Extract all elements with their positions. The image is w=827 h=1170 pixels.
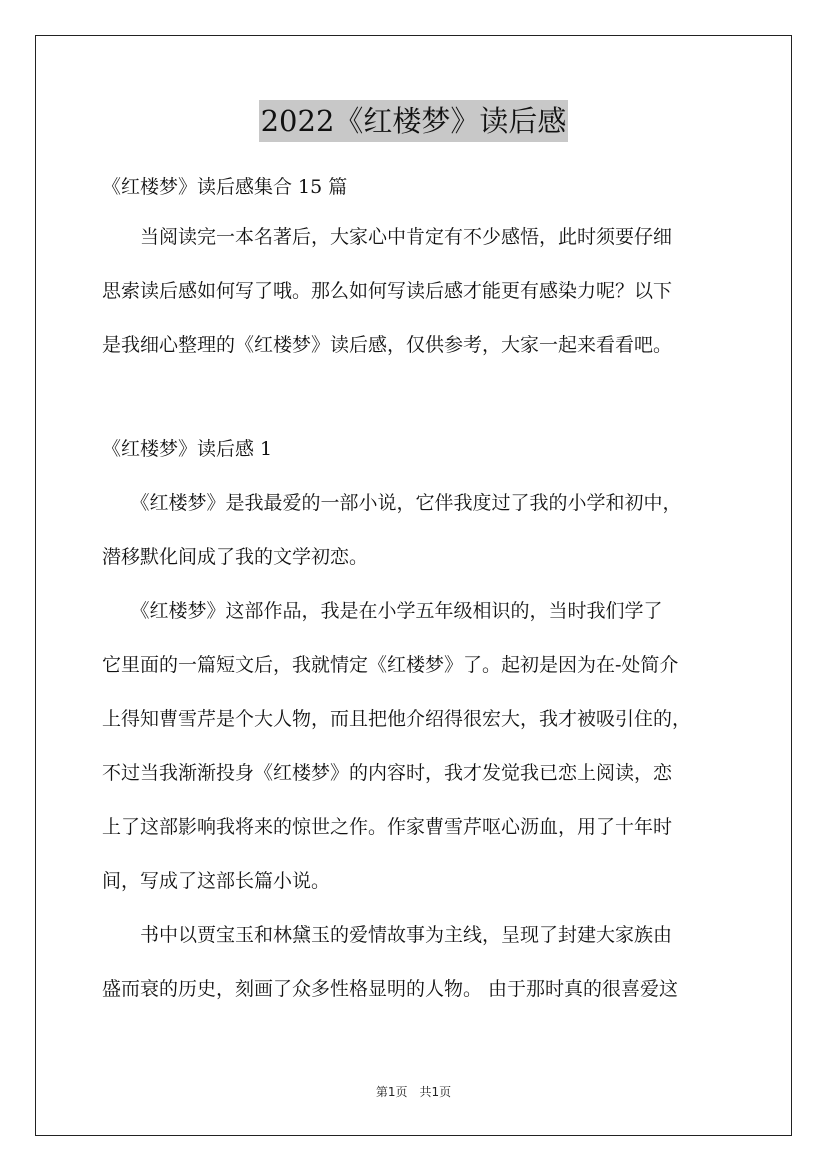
body-line-2: 潜移默化间成了我的文学初恋。	[102, 546, 369, 568]
section-heading: 《红楼梦》读后感 1	[102, 438, 273, 460]
intro-line-1: 当阅读完一本名著后，大家心中肯定有不少感悟，此时须要仔细	[102, 226, 673, 248]
document-body	[102, 174, 730, 1002]
body-line-6: 不过当我渐渐投身《红楼梦》的内容时，我才发觉我已恋上阅读，恋	[102, 762, 673, 784]
document-title: 2022《红楼梦》读后感	[259, 100, 569, 142]
title-container	[0, 100, 827, 142]
body-line-3: 《红楼梦》这部作品，我是在小学五年级相识的，当时我们学了	[102, 600, 663, 622]
body-line-7: 上了这部影响我将来的惊世之作。作家曹雪芹呕心沥血，用了十年时	[102, 816, 673, 838]
body-line-9: 书中以贾宝玉和林黛玉的爱情故事为主线，呈现了封建大家族由	[102, 924, 673, 946]
page-number-footer: 第1页 共1页	[375, 1085, 452, 1099]
body-line-1: 《红楼梦》是我最爱的一部小说，它伴我度过了我的小学和初中，	[102, 492, 682, 514]
body-line-8: 间，写成了这部长篇小说。	[102, 870, 331, 892]
body-line-5: 上得知曹雪芹是个大人物，而且把他介绍得很宏大，我才被吸引住的，	[102, 708, 692, 730]
document-subtitle: 《红楼梦》读后感集合 15 篇	[102, 176, 348, 198]
body-line-4: 它里面的一篇短文后，我就情定《红楼梦》了。起初是因为在-处简介	[102, 654, 679, 676]
body-line-10: 盛而衰的历史，刻画了众多性格显明的人物。 由于那时真的很喜爱这	[102, 978, 679, 1000]
intro-line-3: 是我细心整理的《红楼梦》读后感，仅供参考，大家一起来看看吧。	[102, 334, 673, 356]
intro-line-2: 思索读后感如何写了哦。那么如何写读后感才能更有感染力呢？以下	[102, 280, 673, 302]
